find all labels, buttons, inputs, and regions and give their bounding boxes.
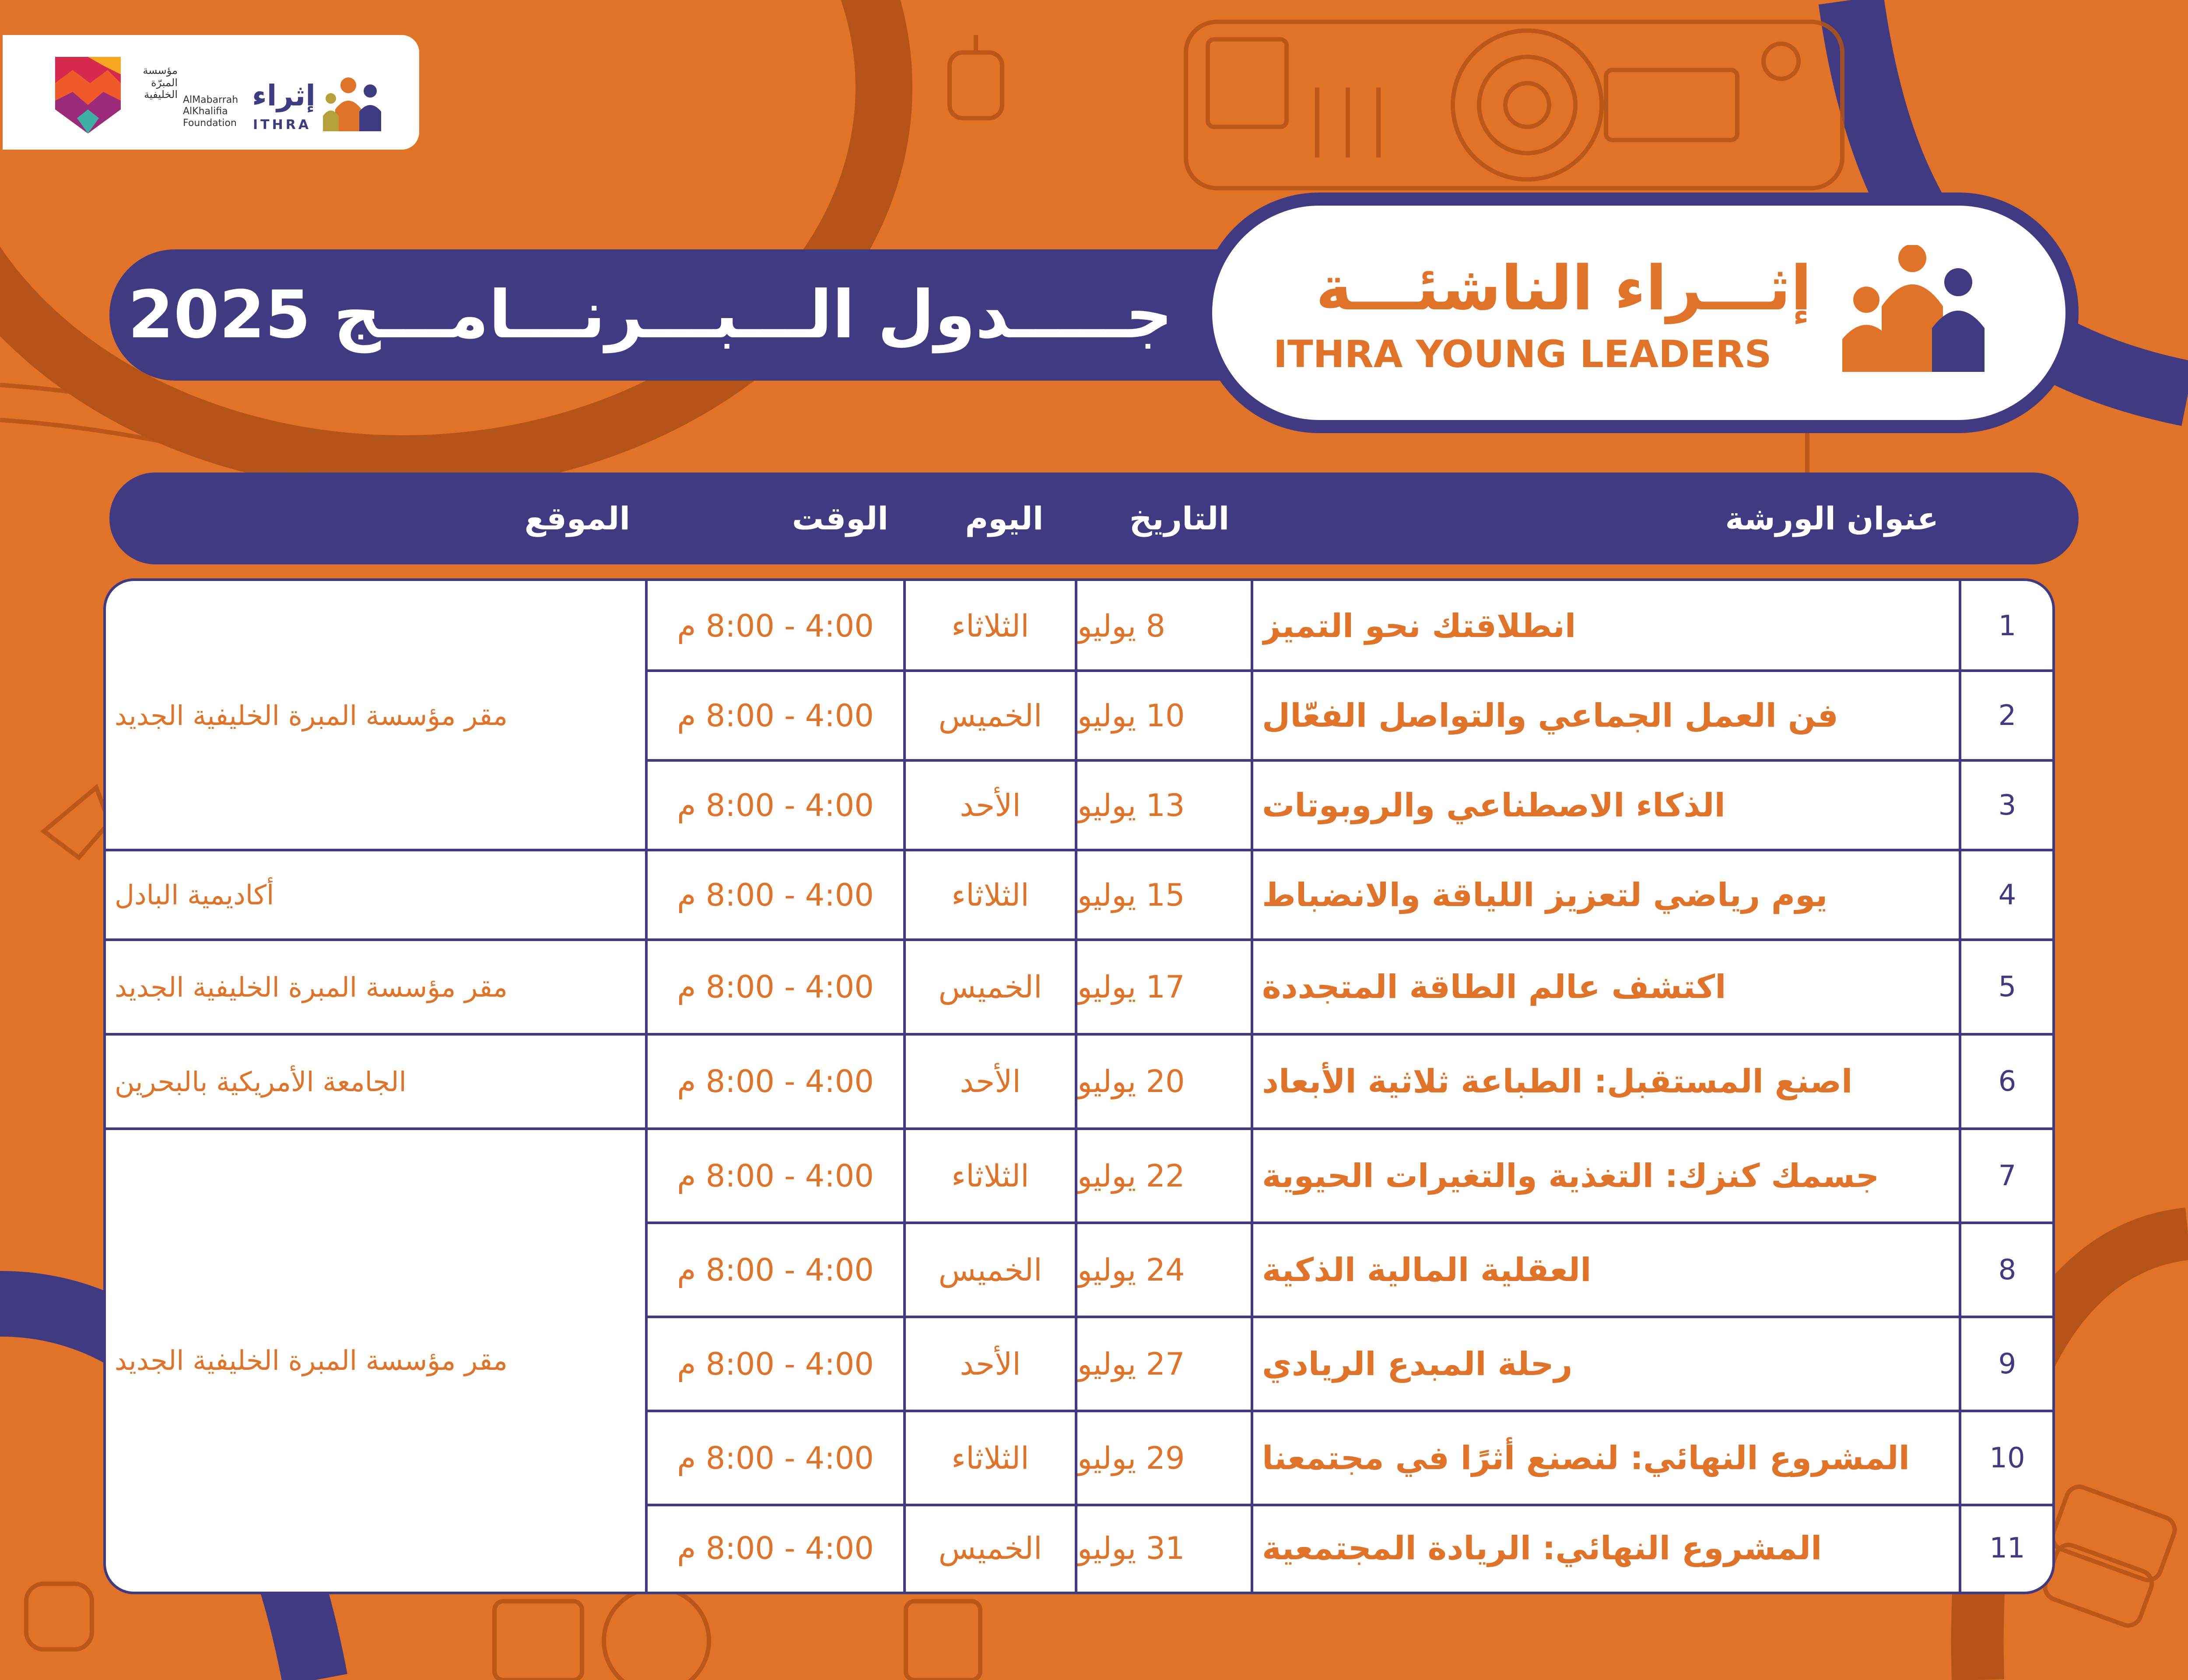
column-divider xyxy=(903,581,906,1594)
row-number: 10 xyxy=(1989,1442,2025,1474)
workshop-date: 31 يوليو xyxy=(1077,1530,1185,1566)
workshop-time: 4:00 - 8:00 م xyxy=(677,1064,874,1099)
row-number: 3 xyxy=(1998,789,2016,822)
workshop-title: جسمك كنزك: التغذية والتغيرات الحيوية xyxy=(1262,1157,1879,1195)
workshop-day: الثلاثاء xyxy=(951,1158,1029,1194)
workshop-day: الخميس xyxy=(938,697,1042,734)
row-number: 6 xyxy=(1998,1065,2016,1098)
workshop-location: مقر مؤسسة المبرة الخليفية الجديد xyxy=(115,971,508,1003)
workshop-time: 4:00 - 8:00 م xyxy=(677,697,874,734)
workshop-date: 22 يوليو xyxy=(1077,1158,1185,1194)
workshop-day: الخميس xyxy=(938,1252,1042,1288)
workshop-date: 24 يوليو xyxy=(1077,1252,1185,1288)
workshop-time: 4:00 - 8:00 م xyxy=(677,1530,874,1566)
schedule-table xyxy=(103,578,2055,1594)
row-number: 9 xyxy=(1998,1348,2016,1380)
workshop-title: الذكاء الاصطناعي والروبوتات xyxy=(1262,786,1725,824)
workshop-title: المشروع النهائي: الريادة المجتمعية xyxy=(1262,1530,1822,1567)
workshop-location: مقر مؤسسة المبرة الخليفية الجديد xyxy=(115,1344,508,1376)
header-day: اليوم xyxy=(965,500,1044,537)
workshop-title: فن العمل الجماعي والتواصل الفعّال xyxy=(1262,696,1838,735)
row-number: 8 xyxy=(1998,1253,2016,1286)
row-number: 4 xyxy=(1998,878,2016,911)
workshop-date: 20 يوليو xyxy=(1077,1064,1185,1099)
young-leaders-people-icon xyxy=(1838,245,1995,376)
workshop-day: الخميس xyxy=(938,969,1042,1005)
row-number: 1 xyxy=(1998,609,2016,642)
workshop-date: 17 يوليو xyxy=(1077,969,1185,1005)
workshop-time: 4:00 - 8:00 م xyxy=(677,1440,874,1476)
workshop-date: 10 يوليو xyxy=(1077,697,1185,734)
workshop-day: الثلاثاء xyxy=(951,877,1029,913)
ithra-logo-arabic: إثراء xyxy=(252,79,316,112)
workshop-day: الثلاثاء xyxy=(951,608,1029,644)
mabarrah-name-arabic: مؤسسة المبرّة الخليفية xyxy=(143,64,178,101)
program-name-english: ITHRA YOUNG LEADERS xyxy=(1273,332,1772,376)
workshop-day: الأحد xyxy=(960,1064,1021,1099)
workshop-time: 4:00 - 8:00 م xyxy=(677,969,874,1005)
workshop-date: 13 يوليو xyxy=(1077,787,1185,823)
workshop-title: اكتشف عالم الطاقة المتجددة xyxy=(1262,968,1726,1006)
workshop-location: الجامعة الأمريكية بالبحرين xyxy=(115,1065,407,1098)
row-number: 5 xyxy=(1998,971,2016,1003)
workshop-time: 4:00 - 8:00 م xyxy=(677,1252,874,1288)
column-divider xyxy=(645,581,648,1594)
row-number: 7 xyxy=(1998,1159,2016,1192)
mabarrah-logo xyxy=(51,52,238,136)
header-location: الموقع xyxy=(524,500,630,537)
workshop-date: 27 يوليو xyxy=(1077,1346,1185,1382)
column-divider xyxy=(1959,581,1961,1594)
workshop-time: 4:00 - 8:00 م xyxy=(677,1158,874,1194)
header-date: التاريخ xyxy=(1129,500,1230,537)
workshop-title: انطلاقتك نحو التميز xyxy=(1262,607,1576,645)
workshop-time: 4:00 - 8:00 م xyxy=(677,608,874,644)
workshop-title: اصنع المستقبل: الطباعة ثلاثية الأبعاد xyxy=(1262,1063,1853,1100)
workshop-location: مقر مؤسسة المبرة الخليفية الجديد xyxy=(115,700,508,732)
workshop-date: 29 يوليو xyxy=(1077,1440,1185,1476)
workshop-title: العقلية المالية الذكية xyxy=(1262,1251,1592,1289)
workshop-title: يوم رياضي لتعزيز اللياقة والانضباط xyxy=(1262,876,1828,914)
mabarrah-name-english: AlMabarrah AlKhalifia Foundation xyxy=(183,94,238,129)
workshop-location: أكاديمية البادل xyxy=(115,879,274,911)
header-time: الوقت xyxy=(792,500,889,537)
page-title: جـــــدول الـــبـــرنـــامـــج 2025 xyxy=(128,277,1173,353)
ithra-people-icon xyxy=(322,74,388,136)
workshop-title: رحلة المبدع الريادي xyxy=(1262,1345,1573,1383)
ithra-logo xyxy=(248,61,396,140)
workshop-time: 4:00 - 8:00 م xyxy=(677,1346,874,1382)
workshop-day: الخميس xyxy=(938,1530,1042,1566)
workshop-day: الثلاثاء xyxy=(951,1440,1029,1476)
ithra-logo-english: ITHRA xyxy=(253,117,312,133)
workshop-date: 8 يوليو xyxy=(1077,608,1166,644)
column-divider xyxy=(1251,581,1253,1594)
workshop-title: المشروع النهائي: لنصنع أثرًا في مجتمعنا xyxy=(1262,1439,1910,1477)
mabarrah-emblem-icon xyxy=(51,52,125,136)
workshop-time: 4:00 - 8:00 م xyxy=(677,877,874,913)
column-divider xyxy=(1075,581,1077,1594)
workshop-day: الأحد xyxy=(960,1346,1021,1382)
row-number: 2 xyxy=(1998,699,2016,732)
program-name-arabic: إثـــراء الناشئـــة xyxy=(1315,253,1812,324)
row-number: 11 xyxy=(1989,1532,2025,1564)
workshop-day: الأحد xyxy=(960,787,1021,823)
sponsor-logo-card xyxy=(3,35,419,150)
header-workshop-title: عنوان الورشة xyxy=(1725,500,1939,537)
workshop-time: 4:00 - 8:00 م xyxy=(677,787,874,823)
workshop-date: 15 يوليو xyxy=(1077,877,1185,913)
